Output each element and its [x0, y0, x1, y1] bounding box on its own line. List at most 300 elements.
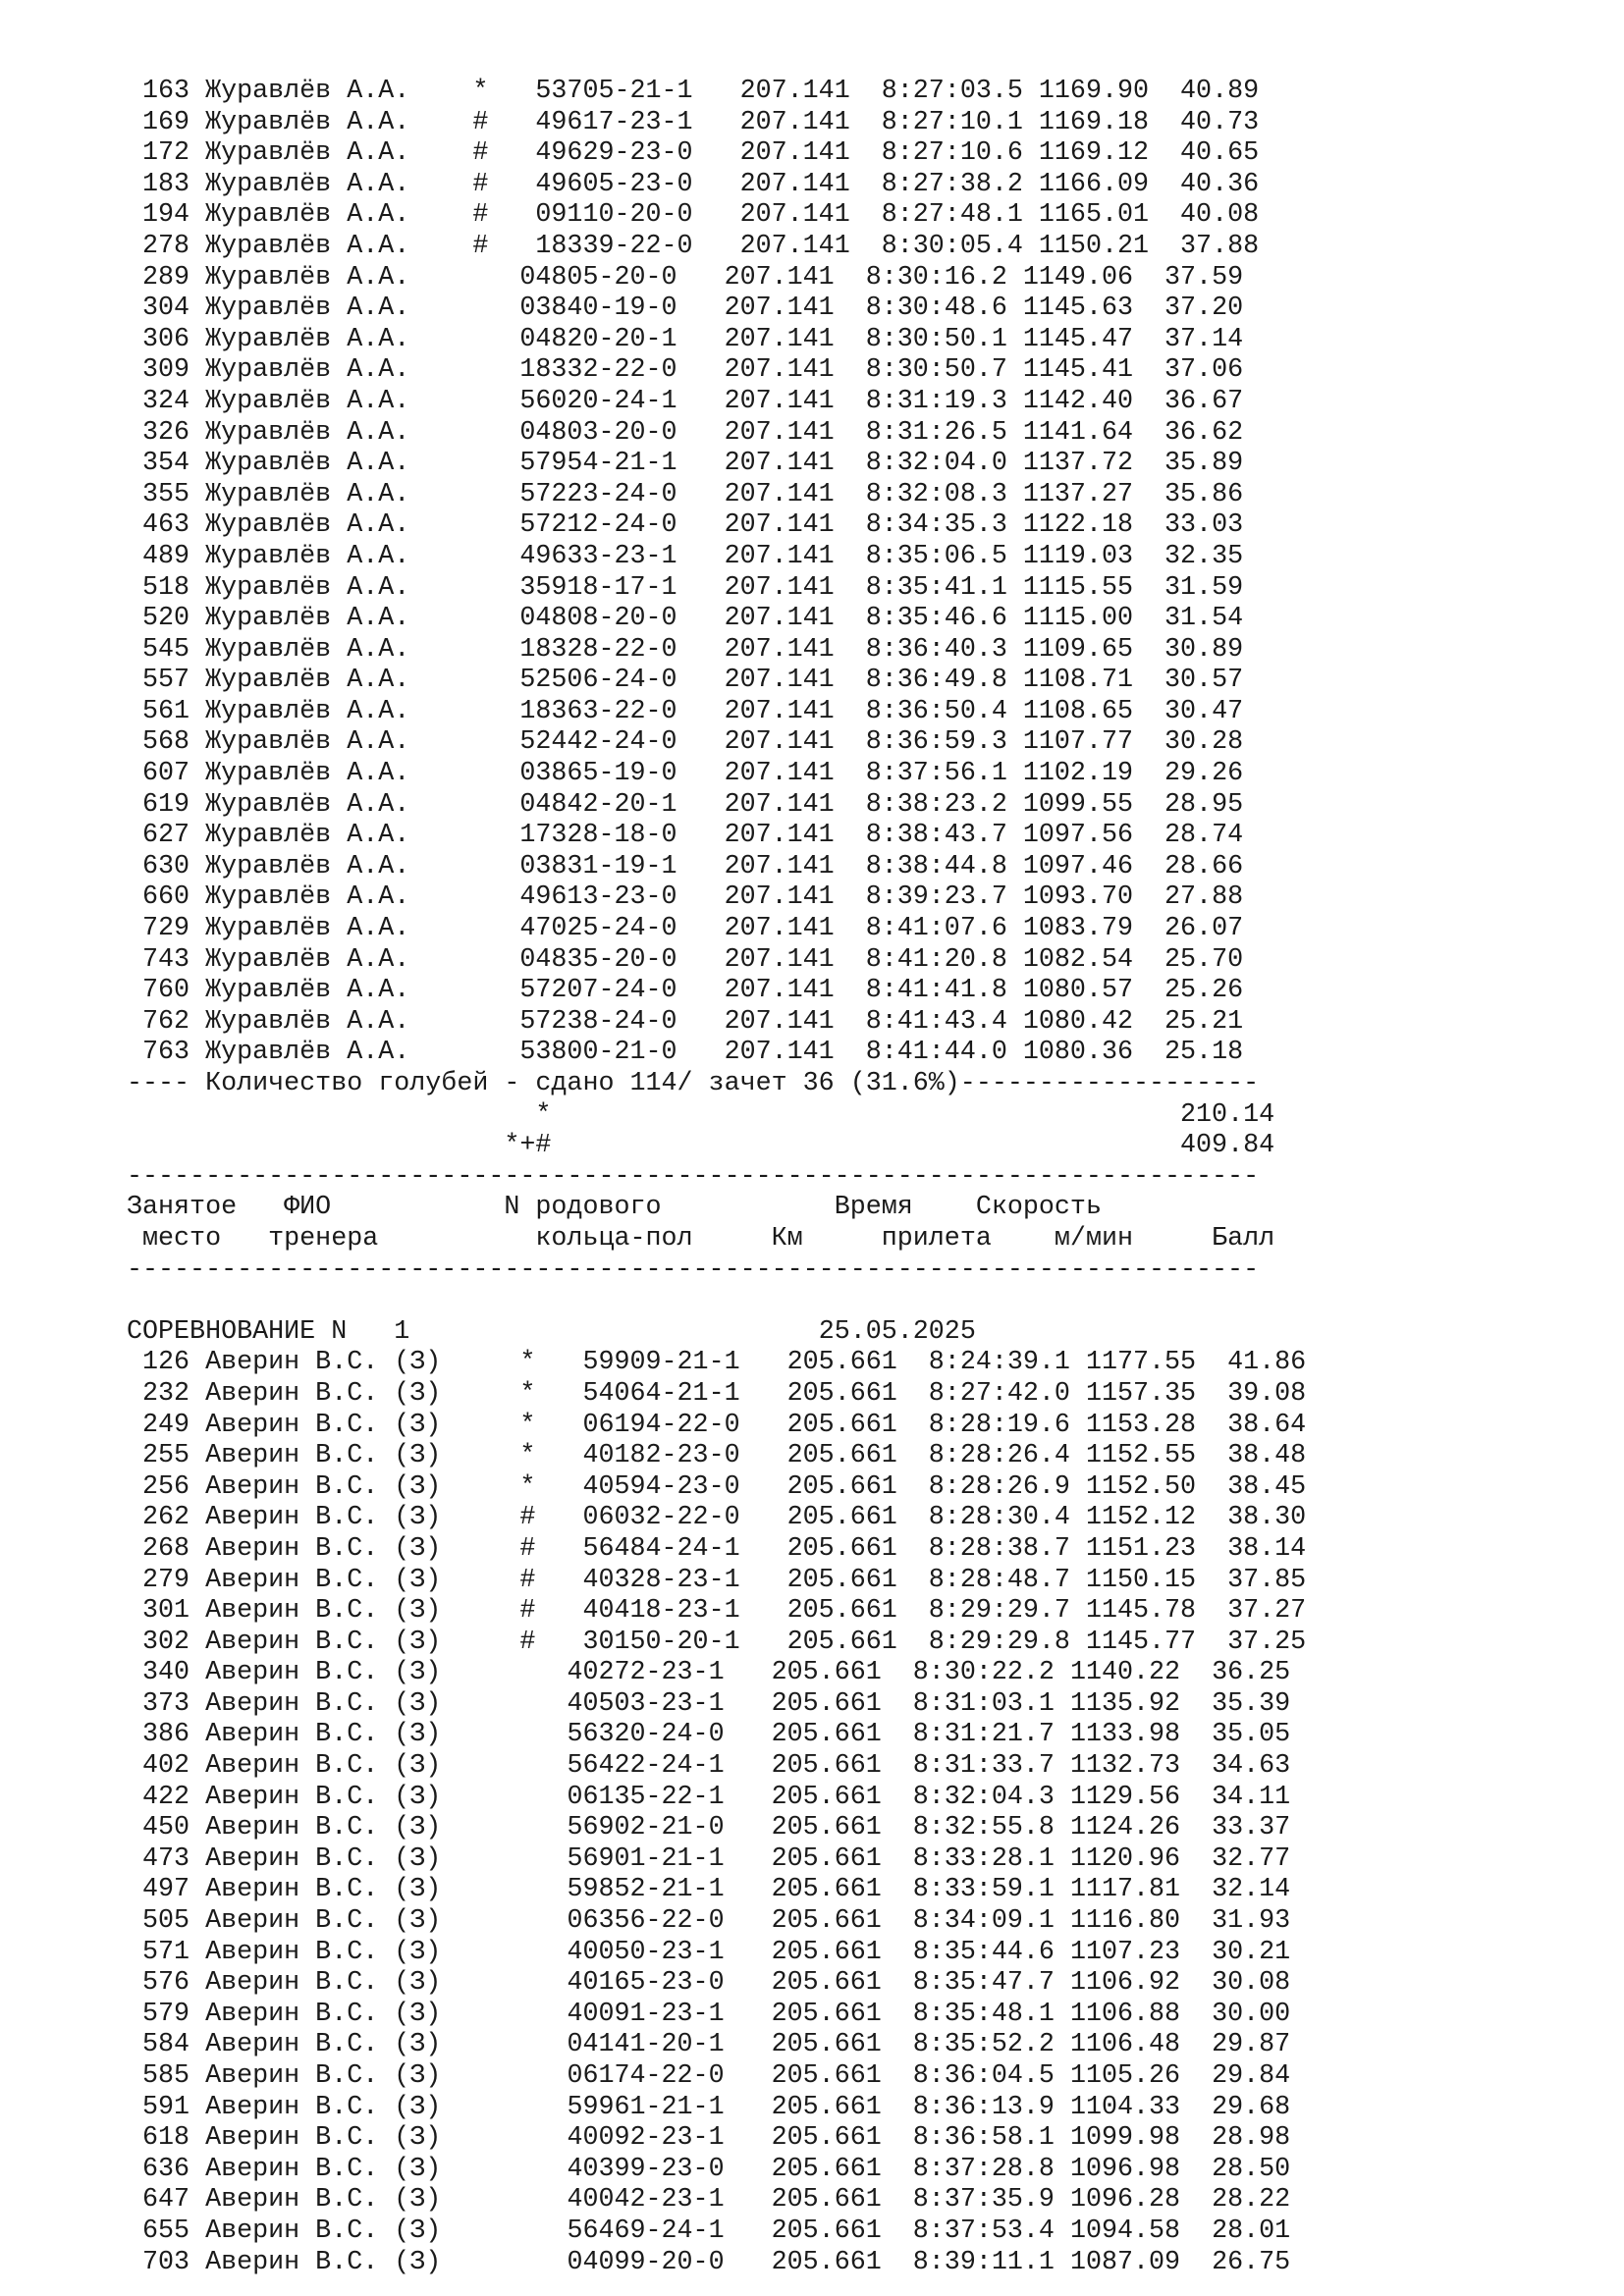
time-cell: 8:36:59.3: [865, 727, 1007, 758]
trainer-cell: Журавлёв А.А.: [205, 200, 410, 231]
place-cell: 262: [142, 1503, 190, 1533]
total-value: 210.14: [1180, 1099, 1275, 1130]
time-cell: 8:34:09.1: [912, 1906, 1055, 1937]
km-cell: 207.141: [724, 1038, 835, 1068]
region-cell: (З): [394, 2154, 442, 2184]
km-cell: 207.141: [724, 882, 835, 913]
region-cell: (З): [394, 2061, 442, 2091]
table-row: [127, 635, 1306, 667]
header-label: Занятое: [127, 1193, 238, 1223]
km-cell: 205.661: [786, 1565, 897, 1595]
trainer-cell: Аверин В.С.: [205, 1565, 379, 1595]
ring-cell: 57238-24-0: [519, 1006, 677, 1037]
table-row: [127, 1566, 1306, 1597]
trainer-cell: Журавлёв А.А.: [205, 262, 410, 293]
table-row: [127, 2185, 1306, 2216]
speed-cell: 1177.55: [1085, 1348, 1197, 1378]
mark-cell: #: [519, 1503, 536, 1533]
ring-cell: 04820-20-1: [519, 324, 677, 354]
km-cell: 207.141: [724, 294, 835, 324]
table-row: [127, 852, 1306, 883]
speed-cell: 1169.18: [1038, 107, 1150, 137]
score-cell: 31.54: [1164, 604, 1244, 634]
score-cell: 29.26: [1164, 759, 1244, 789]
score-cell: 29.87: [1212, 2030, 1291, 2060]
table-row: [127, 108, 1306, 139]
region-cell: (З): [394, 1533, 442, 1564]
ring-cell: 59961-21-1: [567, 2092, 725, 2122]
score-cell: 30.28: [1164, 727, 1244, 758]
table-row: [127, 1503, 1306, 1534]
place-cell: 279: [142, 1565, 190, 1595]
ring-cell: 40418-23-1: [582, 1596, 740, 1627]
km-cell: 205.661: [771, 2123, 882, 2154]
trainer-cell: Журавлёв А.А.: [205, 386, 410, 416]
ring-cell: 47025-24-0: [519, 914, 677, 944]
place-cell: 289: [142, 262, 190, 293]
table-row: [127, 1875, 1306, 1906]
speed-cell: 1097.46: [1022, 851, 1133, 881]
time-cell: 8:31:33.7: [912, 1751, 1055, 1782]
speed-cell: 1109.65: [1022, 634, 1133, 665]
trainer-cell: Журавлёв А.А.: [205, 324, 410, 354]
trainer-cell: Аверин В.С.: [205, 1378, 379, 1409]
region-cell: (З): [394, 1968, 442, 1999]
score-cell: 31.59: [1164, 572, 1244, 603]
time-cell: 8:30:16.2: [865, 262, 1007, 293]
table-row: [127, 1968, 1306, 2000]
time-cell: 8:31:26.5: [865, 417, 1007, 448]
table-row: [127, 1472, 1306, 1504]
time-cell: 8:32:04.3: [912, 1782, 1055, 1812]
time-cell: 8:30:05.4: [881, 231, 1023, 261]
region-cell: (З): [394, 1658, 442, 1688]
ring-cell: 40042-23-1: [567, 2185, 725, 2216]
score-cell: 38.14: [1227, 1533, 1307, 1564]
table-row: [127, 2248, 1306, 2279]
time-cell: 8:28:38.7: [928, 1533, 1070, 1564]
mark-cell: *: [519, 1410, 536, 1440]
km-cell: 207.141: [739, 169, 850, 199]
km-cell: 207.141: [724, 510, 835, 541]
trainer-cell: Журавлёв А.А.: [205, 541, 410, 571]
mark-cell: #: [472, 231, 489, 261]
score-cell: 30.89: [1164, 634, 1244, 665]
ring-cell: 56422-24-1: [567, 1751, 725, 1782]
score-cell: 29.84: [1212, 2061, 1291, 2091]
ring-cell: 59909-21-1: [582, 1348, 740, 1378]
km-cell: 207.141: [724, 634, 835, 665]
score-cell: 28.98: [1212, 2123, 1291, 2154]
totals-block: [127, 1100, 1306, 1162]
ring-cell: 06032-22-0: [582, 1503, 740, 1533]
place-cell: 520: [142, 604, 190, 634]
km-cell: 207.141: [724, 759, 835, 789]
score-cell: 37.25: [1227, 1627, 1307, 1657]
speed-cell: 1096.98: [1069, 2154, 1181, 2184]
time-cell: 8:36:40.3: [865, 634, 1007, 665]
ring-cell: 03831-19-1: [519, 851, 677, 881]
ring-cell: 18328-22-0: [519, 634, 677, 665]
header-label: Время: [834, 1193, 913, 1223]
ring-cell: 04805-20-0: [519, 262, 677, 293]
time-cell: 8:33:59.1: [912, 1875, 1055, 1905]
ring-cell: 18332-22-0: [519, 355, 677, 386]
header-label: кольца-пол: [535, 1223, 693, 1254]
score-cell: 35.39: [1212, 1688, 1291, 1719]
time-cell: 8:37:35.9: [912, 2185, 1055, 2216]
trainer-cell: Журавлёв А.А.: [205, 634, 410, 665]
ring-cell: 52506-24-0: [519, 666, 677, 696]
time-cell: 8:39:23.7: [865, 882, 1007, 913]
time-cell: 8:28:30.4: [928, 1503, 1070, 1533]
table-row: [127, 1938, 1306, 1969]
table-row: [127, 976, 1306, 1007]
speed-cell: 1087.09: [1069, 2247, 1181, 2277]
km-cell: 207.141: [724, 324, 835, 354]
km-cell: 205.661: [771, 2216, 882, 2246]
region-cell: (З): [394, 1999, 442, 2029]
table-row: [127, 200, 1306, 232]
score-cell: 37.88: [1180, 231, 1260, 261]
trainer-cell: Журавлёв А.А.: [205, 727, 410, 758]
trainer-cell: Аверин В.С.: [205, 1688, 379, 1719]
region-cell: (З): [394, 1751, 442, 1782]
table-row: [127, 697, 1306, 728]
header-label: тренера: [268, 1223, 379, 1254]
score-cell: 32.35: [1164, 541, 1244, 571]
time-cell: 8:34:35.3: [865, 510, 1007, 541]
table-row: [127, 914, 1306, 945]
score-cell: 28.01: [1212, 2216, 1291, 2246]
place-cell: 763: [142, 1038, 190, 1068]
speed-cell: 1152.12: [1085, 1503, 1197, 1533]
ring-cell: 30150-20-1: [582, 1627, 740, 1657]
ring-cell: 40091-23-1: [567, 1999, 725, 2029]
region-cell: (З): [394, 1720, 442, 1750]
header-label: м/мин: [1054, 1223, 1133, 1254]
speed-cell: 1145.41: [1022, 355, 1133, 386]
trainer-cell: Аверин В.С.: [205, 1658, 379, 1688]
table-row: [127, 1379, 1306, 1411]
region-cell: (З): [394, 2123, 442, 2154]
speed-cell: 1150.15: [1085, 1565, 1197, 1595]
time-cell: 8:30:22.2: [912, 1658, 1055, 1688]
place-cell: 505: [142, 1906, 190, 1937]
region-cell: (З): [394, 1937, 442, 1967]
total-value: 409.84: [1180, 1131, 1275, 1161]
speed-cell: 1108.71: [1022, 666, 1133, 696]
speed-cell: 1145.77: [1085, 1627, 1197, 1657]
place-cell: 306: [142, 324, 190, 354]
time-cell: 8:31:21.7: [912, 1720, 1055, 1750]
ring-cell: 57223-24-0: [519, 479, 677, 509]
table-row: [127, 355, 1306, 387]
table-row: [127, 1007, 1306, 1039]
time-cell: 8:41:07.6: [865, 914, 1007, 944]
speed-cell: 1145.47: [1022, 324, 1133, 354]
ring-cell: 53705-21-1: [535, 77, 693, 106]
speed-cell: 1166.09: [1038, 169, 1150, 199]
table-row: [127, 2000, 1306, 2031]
table-row: [127, 1658, 1306, 1689]
time-cell: 8:35:47.7: [912, 1968, 1055, 1999]
ring-cell: 03840-19-0: [519, 294, 677, 324]
speed-cell: 1122.18: [1022, 510, 1133, 541]
region-cell: (З): [394, 1410, 442, 1440]
speed-cell: 1169.12: [1038, 138, 1150, 169]
place-cell: 591: [142, 2092, 190, 2122]
competition-label: СОРЕВНОВАНИЕ N: [127, 1316, 348, 1347]
time-cell: 8:32:04.0: [865, 449, 1007, 479]
time-cell: 8:28:48.7: [928, 1565, 1070, 1595]
trainer-cell: Аверин В.С.: [205, 1999, 379, 2029]
km-cell: 205.661: [771, 2247, 882, 2277]
km-cell: 207.141: [724, 449, 835, 479]
trainer-cell: Аверин В.С.: [205, 2185, 379, 2216]
table-row: [127, 325, 1306, 356]
trainer-cell: Журавлёв А.А.: [205, 355, 410, 386]
table-row: [127, 1720, 1306, 1751]
speed-cell: 1107.77: [1022, 727, 1133, 758]
region-cell: (З): [394, 1813, 442, 1843]
trainer-cell: Аверин В.С.: [205, 1503, 379, 1533]
trainer-cell: Журавлёв А.А.: [205, 77, 410, 106]
ring-cell: 52442-24-0: [519, 727, 677, 758]
time-cell: 8:27:10.1: [881, 107, 1023, 137]
header-label: Км: [771, 1223, 803, 1254]
time-cell: 8:29:29.8: [928, 1627, 1070, 1657]
ring-cell: 56901-21-1: [567, 1843, 725, 1874]
speed-cell: 1165.01: [1038, 200, 1150, 231]
table-row: [127, 945, 1306, 977]
speed-cell: 1115.00: [1022, 604, 1133, 634]
place-cell: 326: [142, 417, 190, 448]
km-cell: 205.661: [786, 1410, 897, 1440]
score-cell: 29.68: [1212, 2092, 1291, 2122]
km-cell: 207.141: [724, 604, 835, 634]
km-cell: 207.141: [724, 666, 835, 696]
place-cell: 355: [142, 479, 190, 509]
score-cell: 37.59: [1164, 262, 1244, 293]
trainer-cell: Аверин В.С.: [205, 2154, 379, 2184]
table-row: [127, 1689, 1306, 1721]
speed-cell: 1105.26: [1069, 2061, 1181, 2091]
speed-cell: 1080.42: [1022, 1006, 1133, 1037]
place-cell: 194: [142, 200, 190, 231]
region-cell: (З): [394, 1441, 442, 1471]
km-cell: 207.141: [724, 789, 835, 820]
time-cell: 8:30:50.1: [865, 324, 1007, 354]
mark-cell: #: [472, 138, 489, 169]
score-cell: 38.48: [1227, 1441, 1307, 1471]
place-cell: 561: [142, 696, 190, 726]
region-cell: (З): [394, 1782, 442, 1812]
km-cell: 205.661: [771, 1937, 882, 1967]
speed-cell: 1104.33: [1069, 2092, 1181, 2122]
speed-cell: 1117.81: [1069, 1875, 1181, 1905]
table-row: [127, 727, 1306, 759]
ring-cell: 56020-24-1: [519, 386, 677, 416]
mark-cell: *: [519, 1441, 536, 1471]
time-cell: 8:27:38.2: [881, 169, 1023, 199]
place-cell: 729: [142, 914, 190, 944]
time-cell: 8:31:03.1: [912, 1688, 1055, 1719]
table-row: [127, 449, 1306, 480]
speed-cell: 1153.28: [1085, 1410, 1197, 1440]
place-cell: 607: [142, 759, 190, 789]
km-cell: 205.661: [771, 1688, 882, 1719]
region-cell: (З): [394, 1843, 442, 1874]
speed-cell: 1094.58: [1069, 2216, 1181, 2246]
km-cell: 205.661: [771, 1813, 882, 1843]
ring-cell: 40050-23-1: [567, 1937, 725, 1967]
ring-cell: 40272-23-1: [567, 1658, 725, 1688]
region-cell: (З): [394, 1348, 442, 1378]
km-cell: 205.661: [771, 1906, 882, 1937]
score-cell: 36.62: [1164, 417, 1244, 448]
km-cell: 207.141: [724, 944, 835, 975]
km-cell: 207.141: [724, 262, 835, 293]
mark-cell: #: [472, 169, 489, 199]
place-cell: 660: [142, 882, 190, 913]
km-cell: 205.661: [771, 1875, 882, 1905]
time-cell: 8:32:55.8: [912, 1813, 1055, 1843]
score-cell: 41.86: [1227, 1348, 1307, 1378]
trainer-cell: Журавлёв А.А.: [205, 666, 410, 696]
region-cell: (З): [394, 1906, 442, 1937]
place-cell: 450: [142, 1813, 190, 1843]
blank-line: [127, 1286, 1306, 1317]
table-row: [127, 1844, 1306, 1876]
speed-cell: 1120.96: [1069, 1843, 1181, 1874]
score-cell: 40.08: [1180, 200, 1260, 231]
km-cell: 205.661: [771, 1999, 882, 2029]
place-cell: 232: [142, 1378, 190, 1409]
ring-cell: 03865-19-0: [519, 759, 677, 789]
km-cell: 207.141: [724, 479, 835, 509]
time-cell: 8:36:58.1: [912, 2123, 1055, 2154]
results-document: [127, 77, 1306, 2278]
km-cell: 207.141: [724, 355, 835, 386]
km-cell: 207.141: [724, 572, 835, 603]
place-cell: 743: [142, 944, 190, 975]
score-cell: 25.18: [1164, 1038, 1244, 1068]
ring-cell: 49629-23-0: [535, 138, 693, 169]
place-cell: 636: [142, 2154, 190, 2184]
table-row: [127, 604, 1306, 635]
ring-cell: 40182-23-0: [582, 1441, 740, 1471]
score-cell: 28.74: [1164, 821, 1244, 851]
time-cell: 8:39:11.1: [912, 2247, 1055, 2277]
place-cell: 579: [142, 1999, 190, 2029]
time-cell: 8:35:46.6: [865, 604, 1007, 634]
ring-cell: 40503-23-1: [567, 1688, 725, 1719]
score-cell: 30.21: [1212, 1937, 1291, 1967]
time-cell: 8:41:44.0: [865, 1038, 1007, 1068]
score-cell: 28.66: [1164, 851, 1244, 881]
trainer-cell: Аверин В.С.: [205, 2061, 379, 2091]
time-cell: 8:35:41.1: [865, 572, 1007, 603]
competition-number: 1: [394, 1316, 410, 1347]
trainer-cell: Аверин В.С.: [205, 1813, 379, 1843]
ring-cell: 57954-21-1: [519, 449, 677, 479]
score-cell: 28.95: [1164, 789, 1244, 820]
speed-cell: 1137.72: [1022, 449, 1133, 479]
km-cell: 207.141: [739, 200, 850, 231]
speed-cell: 1115.55: [1022, 572, 1133, 603]
table-row: [127, 2061, 1306, 2093]
trainer-cell: Журавлёв А.А.: [205, 231, 410, 261]
trainer-cell: Аверин В.С.: [205, 1968, 379, 1999]
mark-cell: #: [519, 1627, 536, 1657]
region-cell: (З): [394, 2185, 442, 2216]
time-cell: 8:24:39.1: [928, 1348, 1070, 1378]
km-cell: 205.661: [771, 1968, 882, 1999]
speed-cell: 1083.79: [1022, 914, 1133, 944]
trainer-cell: Журавлёв А.А.: [205, 976, 410, 1006]
region-cell: (З): [394, 1378, 442, 1409]
time-cell: 8:41:20.8: [865, 944, 1007, 975]
time-cell: 8:36:04.5: [912, 2061, 1055, 2091]
mark-cell: #: [519, 1533, 536, 1564]
place-cell: 309: [142, 355, 190, 386]
score-cell: 30.57: [1164, 666, 1244, 696]
table-row: [127, 387, 1306, 418]
trainer-cell: Аверин В.С.: [205, 2123, 379, 2154]
speed-cell: 1133.98: [1069, 1720, 1181, 1750]
speed-cell: 1145.78: [1085, 1596, 1197, 1627]
ring-cell: 18363-22-0: [519, 696, 677, 726]
place-cell: 585: [142, 2061, 190, 2091]
score-cell: 33.03: [1164, 510, 1244, 541]
ring-cell: 49605-23-0: [535, 169, 693, 199]
km-cell: 205.661: [771, 1658, 882, 1688]
time-cell: 8:36:50.4: [865, 696, 1007, 726]
header-label: прилета: [881, 1223, 992, 1254]
ring-cell: 40328-23-1: [582, 1565, 740, 1595]
speed-cell: 1093.70: [1022, 882, 1133, 913]
time-cell: 8:36:49.8: [865, 666, 1007, 696]
time-cell: 8:28:19.6: [928, 1410, 1070, 1440]
table-row: [127, 1441, 1306, 1472]
mark-cell: #: [472, 200, 489, 231]
speed-cell: 1135.92: [1069, 1688, 1181, 1719]
table-row: [127, 2030, 1306, 2061]
km-cell: 205.661: [786, 1348, 897, 1378]
trainer-cell: Аверин В.С.: [205, 2030, 379, 2060]
time-cell: 8:27:03.5: [881, 77, 1023, 106]
trainer-cell: Аверин В.С.: [205, 2247, 379, 2277]
region-cell: (З): [394, 2247, 442, 2277]
table-row: [127, 1751, 1306, 1783]
km-cell: 205.661: [771, 1720, 882, 1750]
time-cell: 8:33:28.1: [912, 1843, 1055, 1874]
km-cell: 207.141: [739, 77, 850, 106]
place-cell: 618: [142, 2123, 190, 2154]
km-cell: 207.141: [724, 976, 835, 1006]
column-header-line-1: [127, 1193, 1306, 1224]
trainer-cell: Аверин В.С.: [205, 1533, 379, 1564]
table-row: [127, 1906, 1306, 1938]
place-cell: 255: [142, 1441, 190, 1471]
mark-cell: #: [519, 1596, 536, 1627]
place-cell: 386: [142, 1720, 190, 1750]
mark-cell: #: [472, 107, 489, 137]
speed-cell: 1099.98: [1069, 2123, 1181, 2154]
place-cell: 545: [142, 634, 190, 665]
km-cell: 205.661: [786, 1533, 897, 1564]
